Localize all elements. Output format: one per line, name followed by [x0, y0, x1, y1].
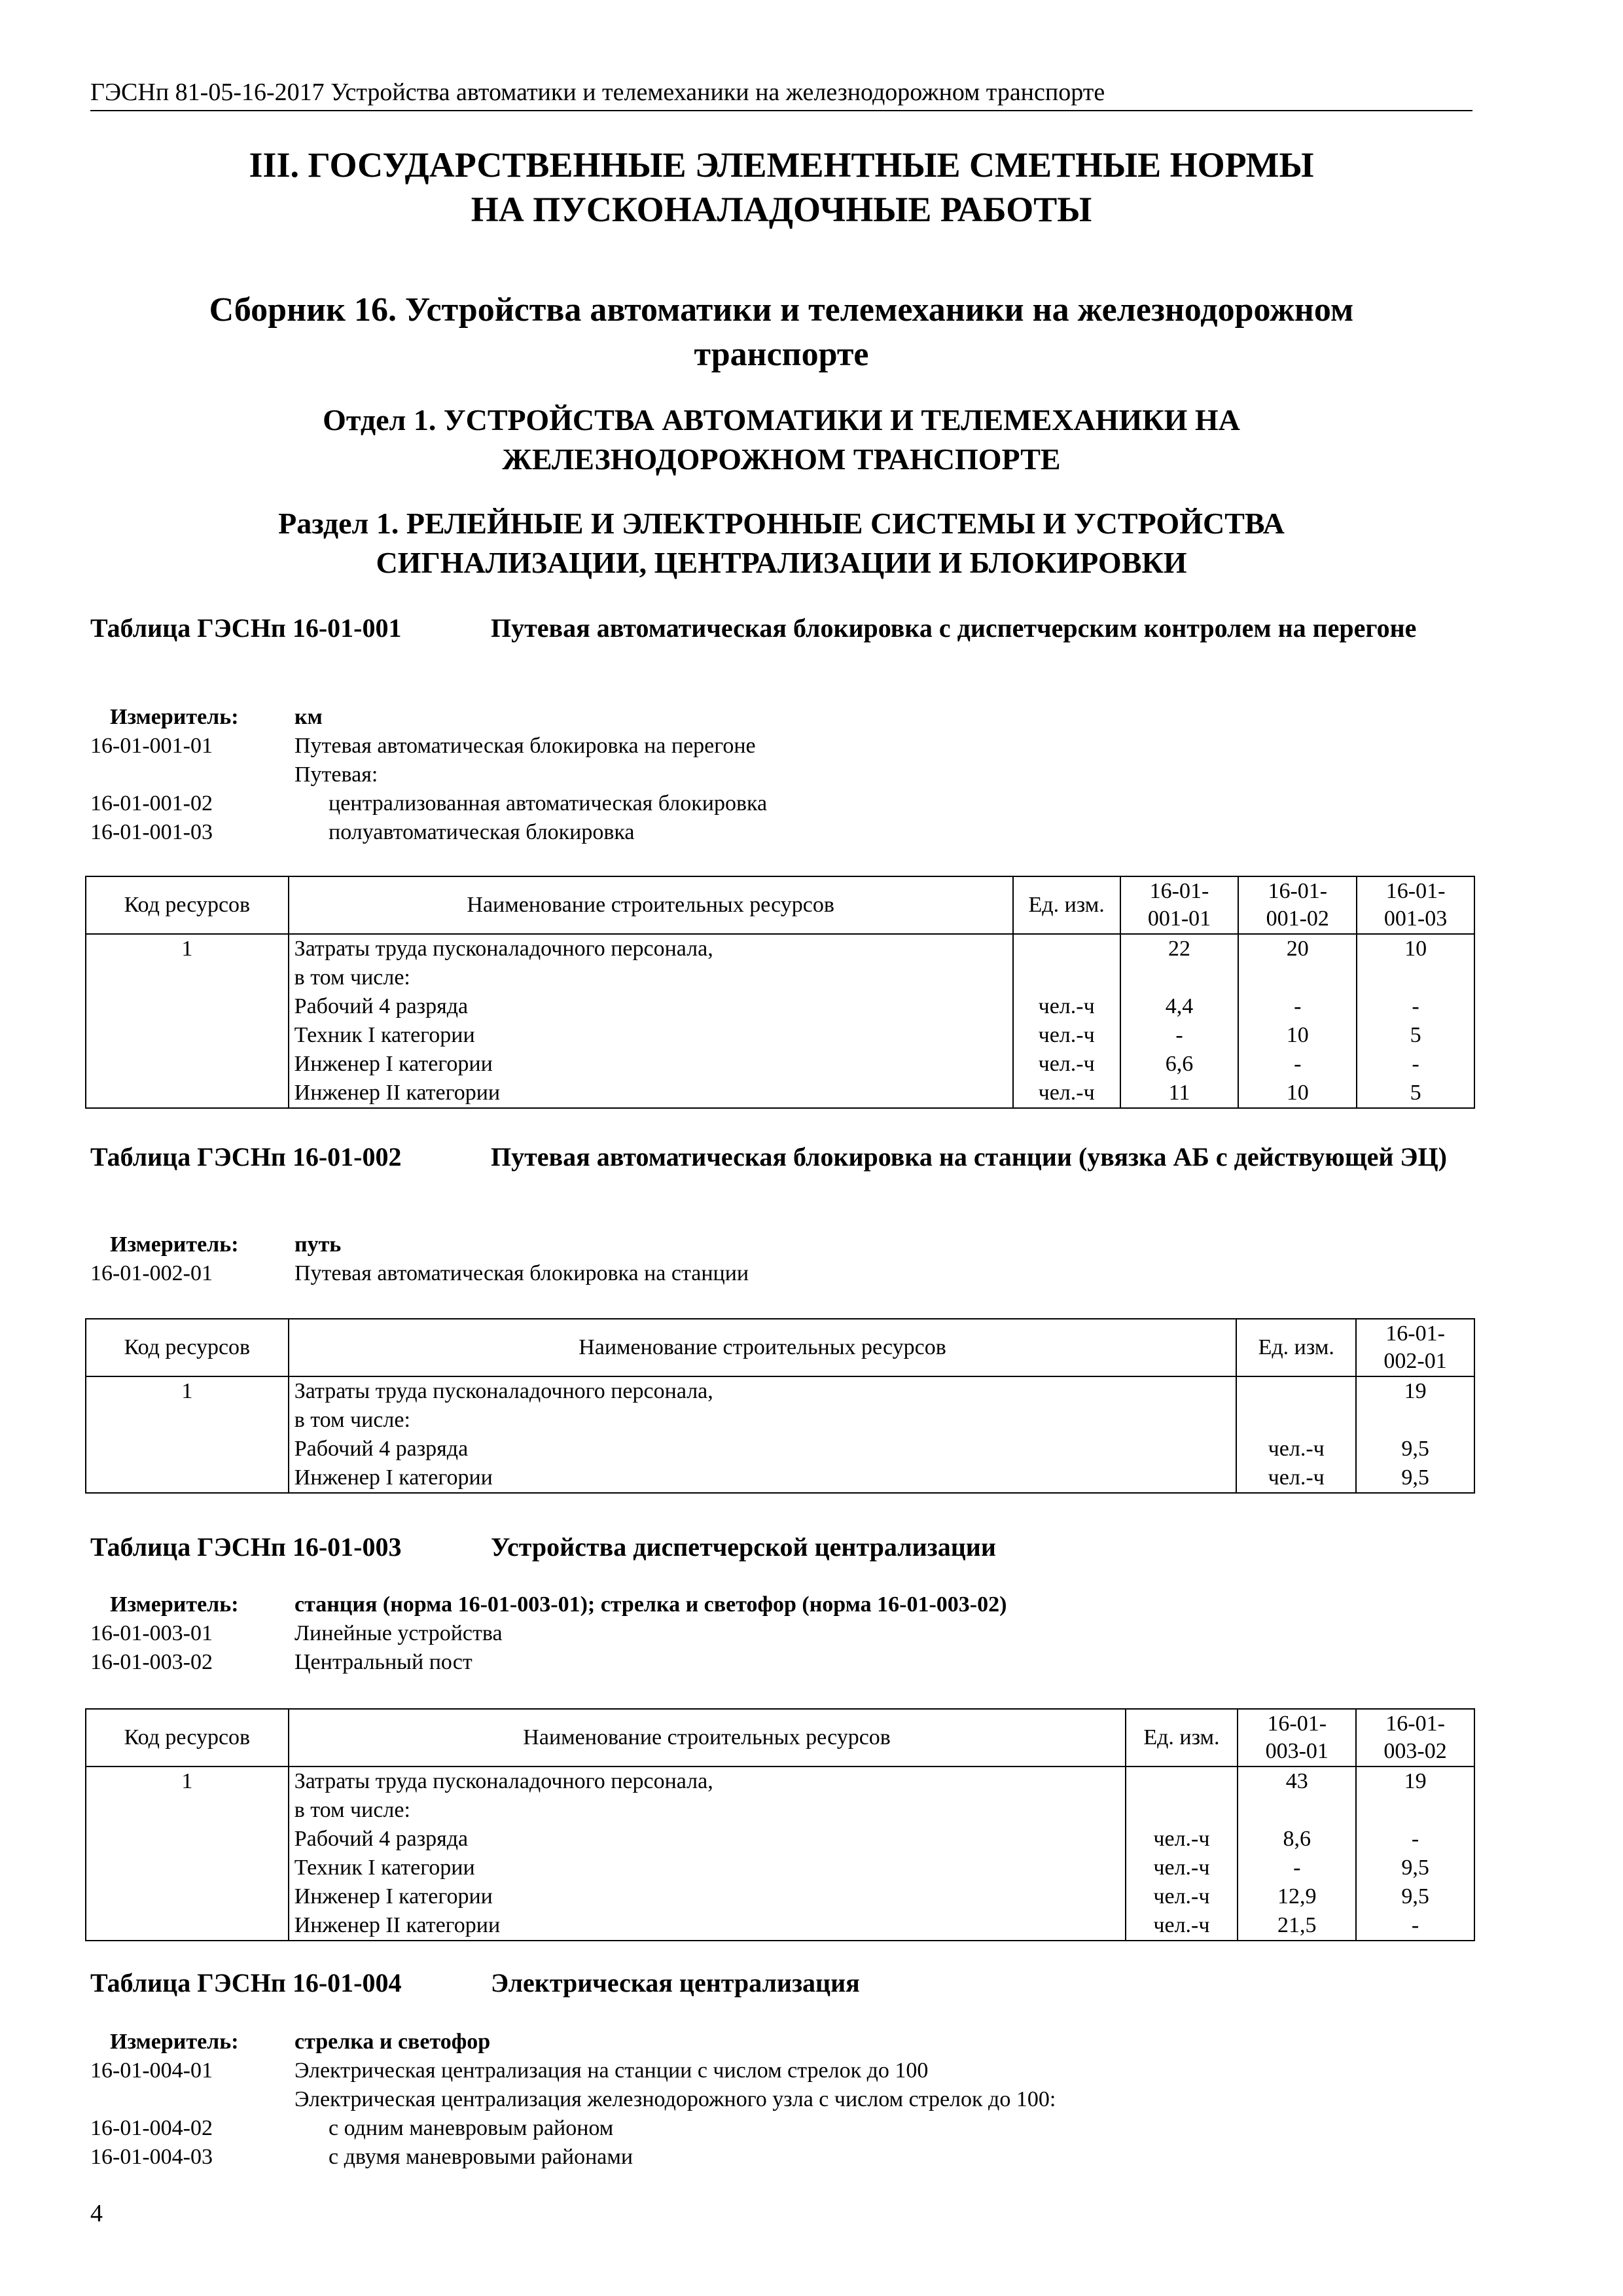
norm-value: -: [1294, 994, 1302, 1018]
norm-value: 9,5: [1401, 1884, 1429, 1909]
norm-value: 10: [1404, 937, 1427, 961]
resource-table-16-01-003: [85, 1708, 1475, 1941]
norm-value: 6,6: [1165, 1052, 1194, 1076]
part-title: [90, 143, 1472, 232]
resource-name: Техник I категории: [294, 1856, 475, 1880]
norm-column-line: 002-01: [1383, 1349, 1447, 1373]
unit-value: чел.-ч: [1153, 1913, 1210, 1937]
norms-list-16-01-003: [90, 1590, 1472, 1677]
norms-list-16-01-001: [90, 703, 1472, 847]
resource-names: [289, 1767, 1126, 1941]
resource-name: Техник I категории: [294, 1023, 475, 1047]
norm-value: 12,9: [1277, 1884, 1317, 1909]
norms-list-16-01-002: [90, 1230, 1472, 1288]
norm-code: 16-01-004-02: [90, 2116, 213, 2140]
norm-code: 16-01-003-01: [90, 1621, 213, 1645]
unit-value: [1242, 1377, 1350, 1406]
norm-column-line: 16-01-: [1385, 1712, 1445, 1736]
col-header-unit: Ед. изм.: [1126, 1709, 1238, 1767]
resource-name: в том числе:: [294, 965, 410, 990]
norm-text: с двумя маневровыми районами: [329, 2145, 633, 2169]
norm-column-line: 16-01-: [1385, 879, 1446, 903]
resource-name: Затраты труда пусконаладочного персонала,: [294, 1769, 713, 1793]
norm-value: 9,5: [1401, 1856, 1429, 1880]
norm-value: [1363, 963, 1469, 992]
col-header-code: Код ресурсов: [86, 1709, 289, 1767]
col-header-name: Наименование строительных ресурсов: [289, 876, 1013, 934]
norm-code: 16-01-001-01: [90, 734, 213, 758]
col-header-code: Код ресурсов: [86, 1319, 289, 1376]
page-number: 4: [90, 2200, 103, 2227]
norm-column-line: 16-01-: [1268, 879, 1328, 903]
col-header-norm: [1356, 1709, 1474, 1767]
norm-value: [1362, 1796, 1469, 1825]
resource-units: [1236, 1376, 1356, 1493]
norm-text: с одним маневровым районом: [329, 2116, 614, 2140]
norm-value: -: [1294, 1052, 1302, 1076]
norm-column-line: 001-02: [1266, 906, 1329, 931]
col-header-norm: [1238, 1709, 1356, 1767]
norm-value: -: [1412, 1052, 1419, 1076]
unit-value: чел.-ч: [1268, 1465, 1325, 1490]
resource-name: Рабочий 4 разряда: [294, 994, 469, 1018]
table-row: [86, 1767, 1474, 1941]
norm-column-line: 001-01: [1147, 906, 1211, 931]
section-title-line: СИГНАЛИЗАЦИИ, ЦЕНТРАЛИЗАЦИИ И БЛОКИРОВКИ: [376, 546, 1187, 579]
meter-value: стрелка и светофор: [294, 2030, 491, 2054]
resource-name: Инженер I категории: [294, 1052, 493, 1076]
meter-label: Измеритель:: [110, 705, 239, 729]
norm-values: [1120, 934, 1239, 1108]
table-heading-16-01-004: [90, 1966, 1472, 2000]
norm-value: 4,4: [1165, 994, 1194, 1018]
table-header-row: [86, 876, 1474, 934]
section-title: [90, 504, 1472, 583]
norm-value: 19: [1404, 1769, 1427, 1793]
table-code: Таблица ГЭСНп 16-01-004: [90, 1968, 402, 1998]
norm-text: Электрическая централизация железнодорожного узла с числом стрелок до 100:: [294, 2087, 1056, 2111]
meter-value: км: [294, 705, 323, 729]
table-code: Таблица ГЭСНп 16-01-002: [90, 1142, 402, 1172]
resource-code: 1: [86, 934, 289, 1108]
table-code: Таблица ГЭСНп 16-01-003: [90, 1532, 402, 1562]
table-header-row: [86, 1709, 1474, 1767]
resource-name: Инженер I категории: [294, 1465, 493, 1490]
meter-label: Измеритель:: [110, 1232, 239, 1257]
unit-value: чел.-ч: [1153, 1856, 1210, 1880]
col-header-norm: [1238, 876, 1357, 934]
resource-units: [1126, 1767, 1238, 1941]
unit-value: [1019, 935, 1115, 963]
norm-value: [1126, 963, 1233, 992]
table-title: Путевая автоматическая блокировка с диспетчерским контролем на перегоне: [491, 613, 1417, 643]
norm-text: Путевая автоматическая блокировка на перегоне: [294, 734, 756, 758]
norm-value: [1244, 963, 1351, 992]
norm-value: 9,5: [1401, 1465, 1429, 1490]
resource-name: Рабочий 4 разряда: [294, 1827, 469, 1851]
resource-code: 1: [86, 1376, 289, 1493]
table-row: [86, 1376, 1474, 1493]
norm-column-line: 16-01-: [1149, 879, 1209, 903]
norm-value: 10: [1286, 1081, 1309, 1105]
unit-value: [1019, 963, 1115, 992]
running-header: ГЭСНп 81-05-16-2017 Устройства автоматики и телемеханики на железнодорожном транспорте: [90, 77, 1472, 111]
resource-code: 1: [86, 1767, 289, 1941]
resource-name: Инженер II категории: [294, 1081, 501, 1105]
norm-column-line: 16-01-: [1385, 1321, 1445, 1346]
norm-value: 10: [1286, 1023, 1309, 1047]
norm-text: Путевая:: [294, 762, 378, 787]
norm-column-line: 16-01-: [1267, 1712, 1327, 1736]
col-header-norm: [1120, 876, 1239, 934]
norm-value: -: [1175, 1023, 1183, 1047]
unit-value: чел.-ч: [1038, 1052, 1095, 1076]
collection-title-line: транспорте: [694, 336, 869, 373]
norm-values: [1356, 1376, 1474, 1493]
division-title-line: Отдел 1. УСТРОЙСТВА АВТОМАТИКИ И ТЕЛЕМЕХАНИКИ НА: [323, 403, 1240, 437]
unit-value: [1132, 1767, 1232, 1796]
meter-label: Измеритель:: [110, 1592, 239, 1617]
col-header-unit: Ед. изм.: [1236, 1319, 1356, 1376]
norm-column-line: 001-03: [1383, 906, 1448, 931]
norm-value: -: [1412, 994, 1419, 1018]
norm-value: [1362, 1406, 1469, 1435]
norms-list-16-01-004: [90, 2028, 1472, 2172]
table-title: Электрическая централизация: [491, 1968, 860, 1998]
norm-values: [1357, 934, 1474, 1108]
norm-value: -: [1411, 1827, 1419, 1851]
resource-name: Инженер II категории: [294, 1913, 501, 1937]
resource-name: Затраты труда пусконаладочного персонала,: [294, 1379, 713, 1403]
unit-value: чел.-ч: [1153, 1884, 1210, 1909]
table-heading-16-01-001: [90, 611, 1472, 679]
norm-code: 16-01-002-01: [90, 1261, 213, 1285]
table-title: Устройства диспетчерской централизации: [491, 1532, 996, 1562]
meter-label: Измеритель:: [110, 2030, 239, 2054]
norm-code: 16-01-004-03: [90, 2145, 213, 2169]
table-header-row: [86, 1319, 1474, 1376]
col-header-unit: Ед. изм.: [1013, 876, 1120, 934]
unit-value: чел.-ч: [1268, 1437, 1325, 1461]
section-title-line: Раздел 1. РЕЛЕЙНЫЕ И ЭЛЕКТРОННЫЕ СИСТЕМЫ И УСТРОЙСТВА: [278, 507, 1285, 540]
resource-name: Рабочий 4 разряда: [294, 1437, 469, 1461]
col-header-code: Код ресурсов: [86, 876, 289, 934]
col-header-norm: [1356, 1319, 1474, 1376]
collection-title-line: Сборник 16. Устройства автоматики и телемеханики на железнодорожном: [209, 291, 1354, 329]
table-row: [86, 934, 1474, 1108]
norm-value: [1243, 1796, 1350, 1825]
norm-values: [1238, 1767, 1356, 1941]
table-title: Путевая автоматическая блокировка на станции (увязка АБ с действующей ЭЦ): [491, 1142, 1447, 1172]
norm-values: [1356, 1767, 1474, 1941]
norm-code: 16-01-001-03: [90, 820, 213, 844]
unit-value: [1132, 1796, 1232, 1825]
collection-title: [90, 288, 1472, 377]
unit-value: чел.-ч: [1038, 994, 1095, 1018]
norm-value: -: [1411, 1913, 1419, 1937]
norm-value: 20: [1286, 937, 1309, 961]
norm-value: 43: [1285, 1769, 1308, 1793]
resource-names: [289, 934, 1013, 1108]
col-header-name: Наименование строительных ресурсов: [289, 1319, 1237, 1376]
norm-text: Электрическая централизация на станции с числом стрелок до 100: [294, 2058, 929, 2083]
norm-value: 11: [1168, 1081, 1190, 1105]
norm-value: 5: [1410, 1081, 1421, 1105]
col-header-norm: [1357, 876, 1474, 934]
norm-code: 16-01-004-01: [90, 2058, 213, 2083]
norm-text: Путевая автоматическая блокировка на станции: [294, 1261, 749, 1285]
norm-value: 5: [1410, 1023, 1421, 1047]
norm-code: 16-01-003-02: [90, 1650, 213, 1674]
meter-value: путь: [294, 1232, 342, 1257]
table-heading-16-01-003: [90, 1530, 1472, 1564]
resource-table-16-01-002: [85, 1318, 1475, 1494]
unit-value: чел.-ч: [1038, 1023, 1095, 1047]
resource-name: в том числе:: [294, 1408, 410, 1432]
norm-value: 9,5: [1401, 1437, 1429, 1461]
division-title: [90, 401, 1472, 479]
meter-value: станция (норма 16-01-003-01); стрелка и светофор (норма 16-01-003-02): [294, 1592, 1007, 1617]
table-heading-16-01-002: [90, 1140, 1472, 1208]
resource-units: [1013, 934, 1120, 1108]
norm-text: Центральный пост: [294, 1650, 473, 1674]
norm-value: 8,6: [1283, 1827, 1311, 1851]
norm-text: Линейные устройства: [294, 1621, 503, 1645]
norm-value: 19: [1404, 1379, 1427, 1403]
resource-name: Инженер I категории: [294, 1884, 493, 1909]
table-code: Таблица ГЭСНп 16-01-001: [90, 613, 402, 643]
unit-value: [1242, 1406, 1350, 1435]
norm-value: 22: [1168, 937, 1190, 961]
norm-column-line: 003-02: [1383, 1739, 1447, 1763]
norm-text: централизованная автоматическая блокировка: [329, 791, 768, 816]
resource-name: Затраты труда пусконаладочного персонала,: [294, 937, 713, 961]
resource-table-16-01-001: [85, 876, 1475, 1109]
division-title-line: ЖЕЛЕЗНОДОРОЖНОМ ТРАНСПОРТЕ: [502, 442, 1061, 476]
part-title-line: III. ГОСУДАРСТВЕННЫЕ ЭЛЕМЕНТНЫЕ СМЕТНЫЕ НОРМЫ: [249, 145, 1314, 185]
norm-value: 21,5: [1277, 1913, 1317, 1937]
resource-name: в том числе:: [294, 1798, 410, 1822]
unit-value: чел.-ч: [1038, 1081, 1095, 1105]
unit-value: чел.-ч: [1153, 1827, 1210, 1851]
resource-names: [289, 1376, 1237, 1493]
col-header-name: Наименование строительных ресурсов: [289, 1709, 1126, 1767]
norm-column-line: 003-01: [1265, 1739, 1329, 1763]
norm-values: [1238, 934, 1357, 1108]
norm-value: -: [1293, 1856, 1301, 1880]
norm-code: 16-01-001-02: [90, 791, 213, 816]
norm-text: полуавтоматическая блокировка: [329, 820, 635, 844]
part-title-line: НА ПУСКОНАЛАДОЧНЫЕ РАБОТЫ: [471, 190, 1092, 229]
